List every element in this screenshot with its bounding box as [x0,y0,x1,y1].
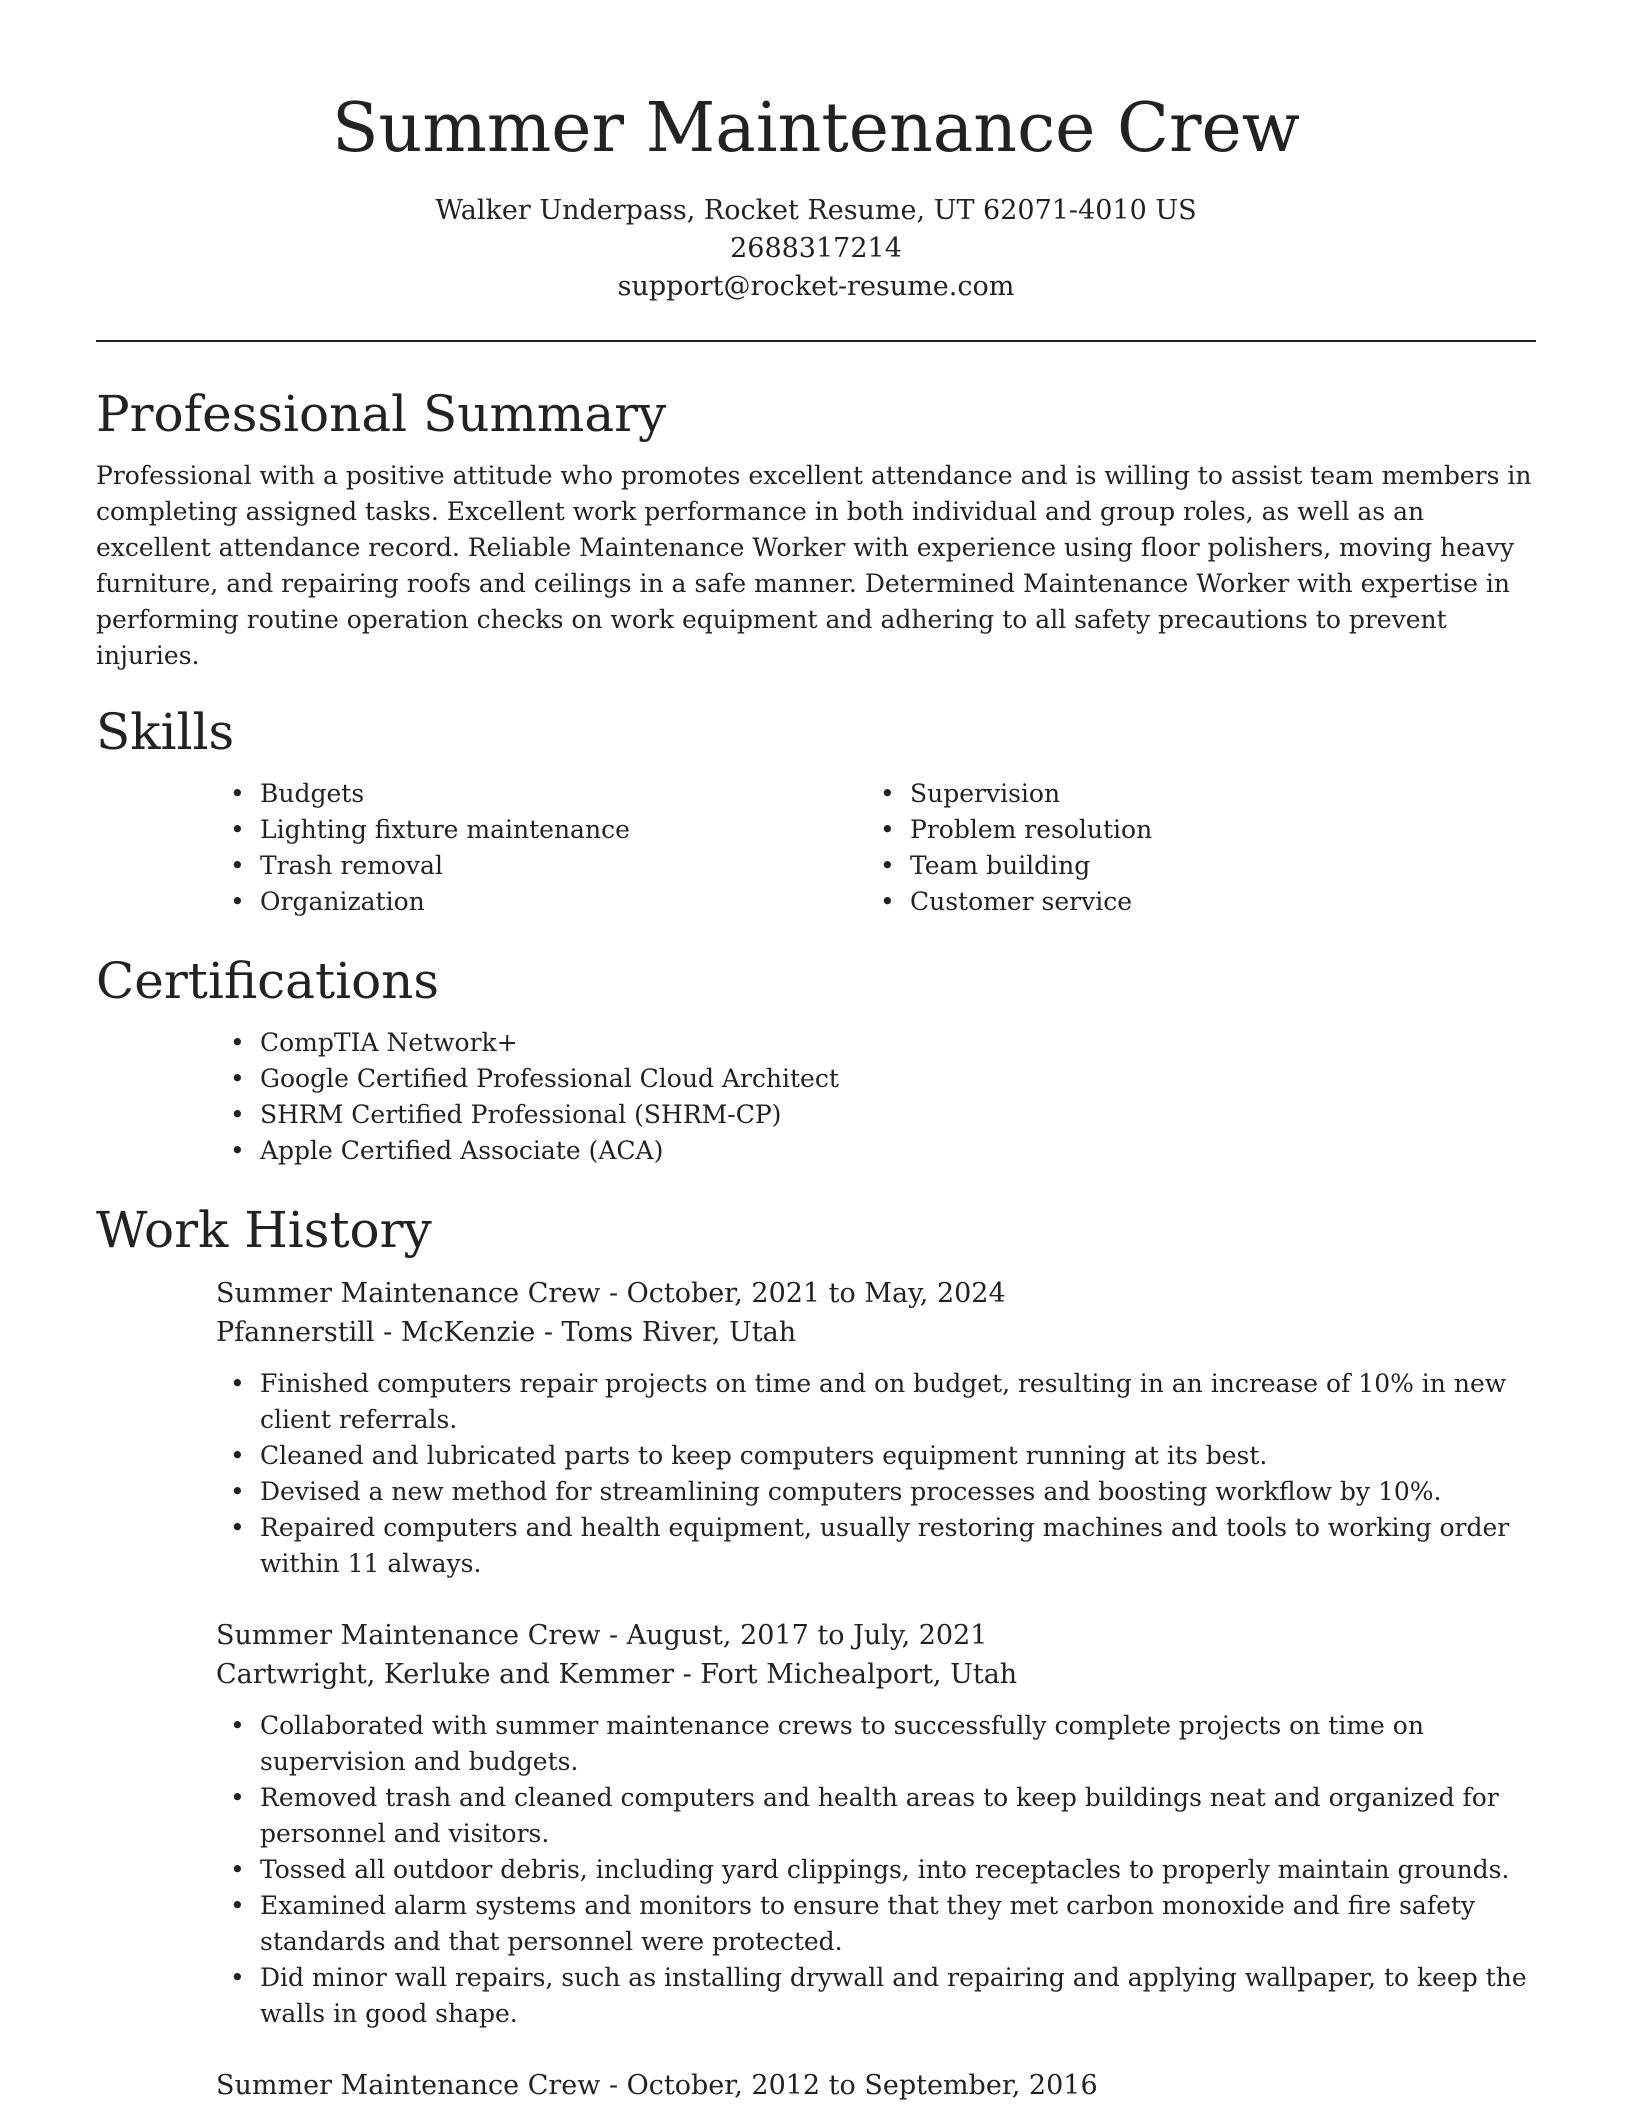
skill-item: • Budgets [216,776,866,812]
summary-text: Professional with a positive attitude who promotes excellent attendance and is willing to assist team members in completing assigned tasks. Excellent work performance in both individual and group roles, as well as an excellent attendance record. Reliable Maintenance Worker with experience using floor polishers, moving heavy furniture, and repairing roofs and ceilings in a safe manner. Determined Maintenance Worker with expertise in performing routine operation checks on work equipment and adhering to all safety precautions to prevent injuries. [96,461,1532,670]
job-bullet-list [216,1366,1536,1582]
skill-item: • Organization [216,884,866,920]
job-entry [216,1274,1536,1582]
skill-item: • Lighting fixture maintenance [216,812,866,848]
skills-section [96,700,1536,920]
header-divider [96,340,1536,342]
job-bullet: • Collaborated with summer maintenance crews to successfully complete projects on time on supervision and budgets. [216,1708,1536,1780]
job-bullet: • Finished computers repair projects on time and on budget, resulting in an increase of 10% in new client referrals. [216,1366,1536,1438]
skills-heading: Skills [96,703,235,761]
contact-address: Walker Underpass, Rocket Resume, UT 62071-4010 US [435,195,1197,226]
job-bullet: • Cleaned and lubricated parts to keep computers equipment running at its best. [216,1438,1536,1474]
certification-item: • SHRM Certified Professional (SHRM-CP) [216,1097,1536,1133]
job-title-line: Summer Maintenance Crew - October, 2021 to May, 2024 [216,1278,1006,1309]
contact-block [0,192,1632,306]
skill-item: • Supervision [866,776,1516,812]
job-bullet: • Devised a new method for streamlining computers processes and boosting workflow by 10%. [216,1474,1536,1510]
job-company-line: Pfannerstill - McKenzie - Toms River, Utah [216,1317,797,1348]
job-bullet: • Tossed all outdoor debris, including yard clippings, into receptacles to properly maintain grounds. [216,1852,1536,1888]
work-history-section [96,1198,1536,2105]
job-entry [216,2066,1536,2105]
skill-item: • Team building [866,848,1516,884]
summary-heading: Professional Summary [96,385,667,443]
skill-item: • Customer service [866,884,1516,920]
job-bullet: • Repaired computers and health equipment, usually restoring machines and tools to working order within 11 always. [216,1510,1536,1582]
job-title-line: Summer Maintenance Crew - October, 2012 to September, 2016 [216,2070,1098,2101]
skills-list-right [866,776,1516,920]
job-bullet: • Did minor wall repairs, such as installing drywall and repairing and applying wallpaper, to keep the walls in good shape. [216,1960,1536,2032]
job-bullet: • Removed trash and cleaned computers and health areas to keep buildings neat and organized for personnel and visitors. [216,1780,1536,1852]
jobs-container [96,1274,1536,2105]
certifications-heading: Certifications [96,952,440,1010]
job-title-line: Summer Maintenance Crew - August, 2017 to July, 2021 [216,1620,988,1651]
skills-list-left [216,776,866,920]
resume-header [0,0,1632,306]
summary-section [96,382,1536,674]
certification-item: • Apple Certified Associate (ACA) [216,1133,1536,1169]
certification-item: • CompTIA Network+ [216,1025,1536,1061]
skills-columns [216,776,1536,920]
candidate-name: Summer Maintenance Crew [331,89,1301,168]
job-bullet-list [216,1708,1536,2032]
contact-email: support@rocket-resume.com [617,271,1015,302]
skill-item: • Trash removal [216,848,866,884]
job-bullet: • Examined alarm systems and monitors to ensure that they met carbon monoxide and fire safety standards and that personnel were protected. [216,1888,1536,1960]
certifications-section [96,949,1536,1169]
work-history-heading: Work History [96,1201,432,1259]
certification-item: • Google Certified Professional Cloud Architect [216,1061,1536,1097]
job-entry [216,1616,1536,2032]
certifications-list [216,1025,1536,1169]
job-company-line: Cartwright, Kerluke and Kemmer - Fort Michealport, Utah [216,1659,1018,1690]
skill-item: • Problem resolution [866,812,1516,848]
contact-phone: 2688317214 [730,233,902,264]
